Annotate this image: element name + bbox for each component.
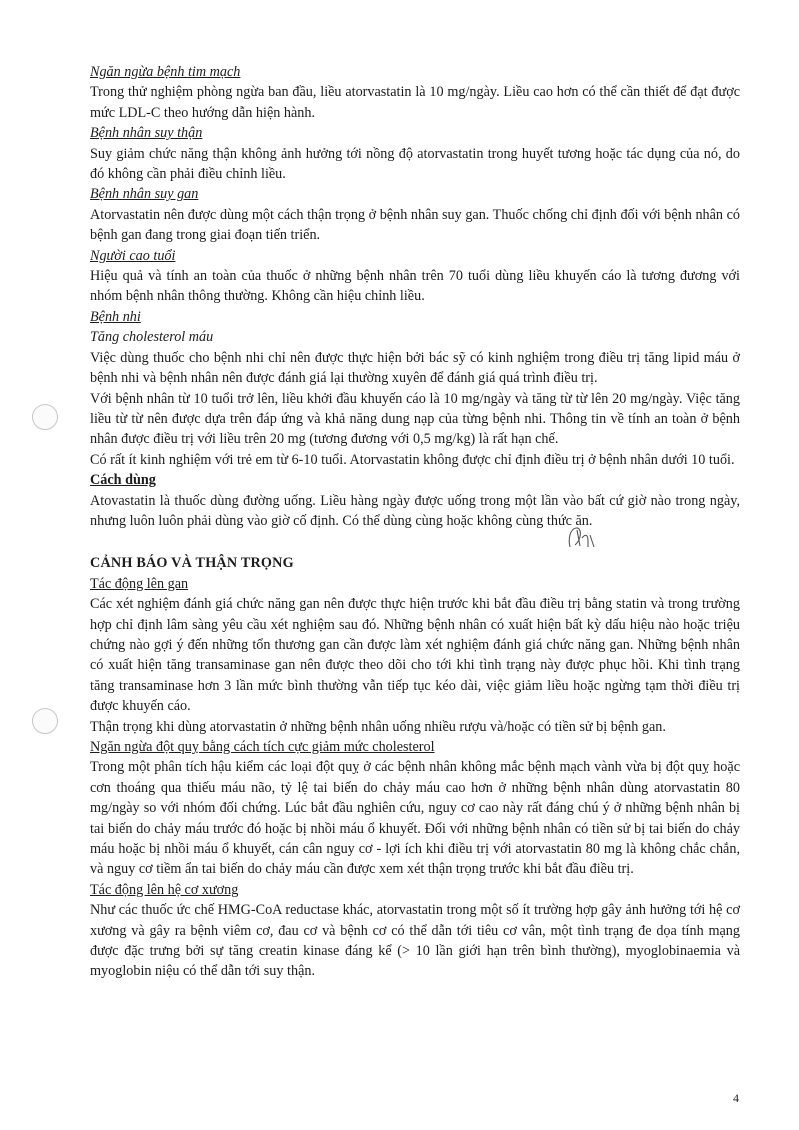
- paragraph: Các xét nghiệm đánh giá chức năng gan nên được thực hiện trước khi bắt đầu điều trị bằng statin và trong trường hợp chỉ định lâm sàng yêu cầu xét nghiệm sau đó. Những bệnh nhân có xuất hiện bất kỳ dấu hiệu nào hoặc triệu chứng nào gợi ý đến những tổn thương gan cần được làm xét nghiệm đánh giá chức năng gan. Những bệnh nhân có xuất hiện tăng transaminase gan nên được theo dõi cho tới khi tình trạng này được phục hồi. Khi tình trạng tăng transaminase hơn 3 lần mức bình thường vẫn tiếp tục kéo dài, việc giảm liều hoặc ngừng tạm thời điều trị được khuyến cáo.: [90, 596, 740, 715]
- paragraph: Atovastatin là thuốc dùng đường uống. Liều hàng ngày được uống trong một lần vào bất cứ giờ nào trong ngày, nhưng luôn luôn phải dùng vào giờ cố định. Có thể dùng cùng hoặc không cùng thức ăn.: [90, 492, 740, 529]
- paragraph: Hiệu quả và tính an toàn của thuốc ở những bệnh nhân trên 70 tuổi dùng liều khuyến cáo là tương đương với nhóm bệnh nhân thông thường. Không cần hiệu chỉnh liều.: [90, 268, 740, 305]
- heading-pediatric: Bệnh nhi: [90, 308, 141, 325]
- heading-cardiovascular-prevention: Ngăn ngừa bệnh tim mạch: [90, 64, 241, 80]
- heading-hepatic-impairment: Bệnh nhân suy gan: [90, 186, 199, 203]
- paragraph: Trong một phân tích hậu kiểm các loại đột quỵ ở các bệnh nhân không mắc bệnh mạch vành vừa bị đột quỵ hoặc cơn thoáng qua thiếu máu não, tỷ lệ tai biến do chảy máu cao hơn ở những bệnh nhân dùng atorvastatin 80 mg/ngày so với nhóm đối chứng. Lúc bắt đầu nghiên cứu, nguy cơ cao này rất đáng chú ý ở những bệnh nhân bị tai biến do chảy máu trước đó hoặc bị nhồi máu ổ khuyết. Đối với những bệnh nhân có tiền sử bị tai biến do chảy máu hoặc bị nhồi máu ổ khuyết, cán cân nguy cơ - lợi ích khi điều trị với atorvastatin 80 mg là không chắc chắn, và nguy cơ tiềm ẩn tai biến do chảy máu cần được xem xét thận trọng trước khi bắt đầu điều trị.: [90, 759, 740, 878]
- paragraph: Trong thử nghiệm phòng ngừa ban đầu, liều atorvastatin là 10 mg/ngày. Liều cao hơn có thể cần thiết để đạt được mức LDL-C theo hướng dẫn hiện hành.: [90, 84, 740, 121]
- punch-hole-bottom: [32, 708, 58, 734]
- heading-elderly: Người cao tuổi: [90, 247, 176, 264]
- heading-musculoskeletal-effects: Tác động lên hệ cơ xương: [90, 881, 239, 898]
- heading-renal-impairment: Bệnh nhân suy thận: [90, 125, 203, 142]
- paragraph: Thận trọng khi dùng atorvastatin ở những bệnh nhân uống nhiều rượu và/hoặc có tiền sử bị bệnh gan.: [90, 718, 666, 735]
- paragraph: Với bệnh nhân từ 10 tuổi trở lên, liều khởi đầu khuyến cáo là 10 mg/ngày và tăng từ từ lên 20 mg/ngày. Việc tăng liều từ từ nên được dựa trên đáp ứng và khả năng dung nạp của từng bệnh nhi. Thông tin về tính an toàn ở bệnh nhân được điều trị với liều trên 20 mg (tương đương với 0,5 mg/kg) là rất hạn chế.: [90, 390, 740, 448]
- paragraph: Như các thuốc ức chế HMG-CoA reductase khác, atorvastatin trong một số ít trường hợp gây ảnh hưởng tới hệ cơ xương và gây ra bệnh viêm cơ, đau cơ và bệnh cơ có thể dẫn tới tiêu cơ vân, một tình trạng đe dọa tính mạng được đặc trưng bởi sự tăng creatin kinase đáng kể (> 10 lần giới hạn trên bình thường), myoglobinaemia và myoglobin niệu có thể dẫn tới suy thận.: [90, 902, 740, 980]
- document-page: [90, 62, 740, 982]
- heading-hypercholesterolemia: Tăng cholesterol máu: [90, 329, 214, 346]
- paragraph: Có rất ít kinh nghiệm với trẻ em từ 6-10 tuổi. Atorvastatin không được chỉ định điều trị ở bệnh nhân dưới 10 tuổi.: [90, 451, 735, 468]
- paragraph: Việc dùng thuốc cho bệnh nhi chỉ nên được thực hiện bởi bác sỹ có kinh nghiệm trong điều trị tăng lipid máu ở bệnh nhi và bệnh nhân nên được đánh giá lại thường xuyên để đánh giá quá trình điều trị.: [90, 349, 740, 387]
- paragraph: Atorvastatin nên được dùng một cách thận trọng ở bệnh nhân suy gan. Thuốc chống chỉ định đối với bệnh nhân có bệnh gan đang trong giai đoạn tiến triển.: [90, 206, 740, 244]
- paragraph: Suy giảm chức năng thận không ảnh hưởng tới nồng độ atorvastatin trong huyết tương hoặc tác dụng của nó, do đó không cần phải điều chỉnh liều.: [90, 145, 740, 183]
- heading-hepatic-effects: Tác động lên gan: [90, 575, 189, 592]
- heading-stroke-prevention: Ngăn ngừa đột quỵ bằng cách tích cực giảm mức cholesterol: [90, 739, 435, 755]
- warnings-title: CẢNH BÁO VÀ THẬN TRỌNG: [90, 555, 294, 572]
- page-number: 4: [733, 1091, 739, 1105]
- heading-administration: Cách dùng: [90, 472, 156, 489]
- punch-hole-top: [32, 404, 58, 430]
